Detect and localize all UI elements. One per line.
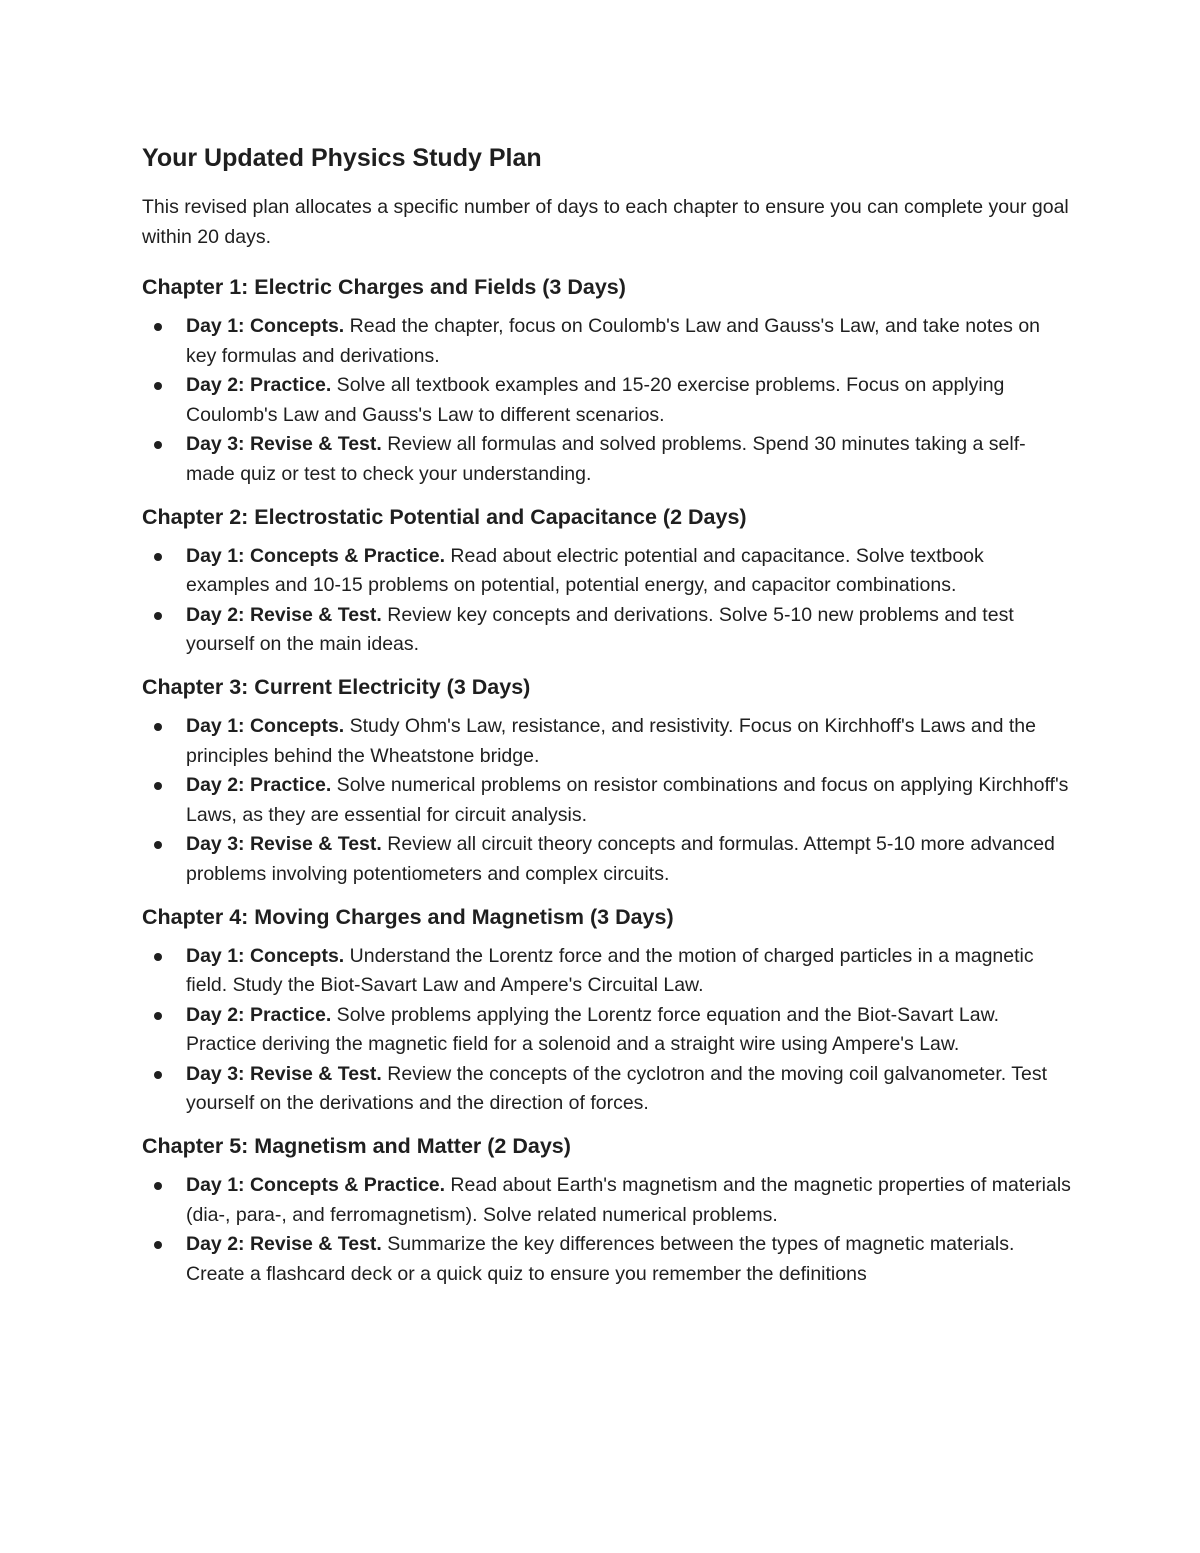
bullet-icon bbox=[154, 441, 162, 449]
day-description: Understand the Lorentz force and the motion of charged particles in a magnetic field. Study the Biot-Savart Law and Ampere's Circuital Law. bbox=[186, 944, 1034, 997]
bullet-icon bbox=[154, 723, 162, 731]
day-description: Study Ohm's Law, resistance, and resistivity. Focus on Kirchhoff's Laws and the principles behind the Wheatstone bridge. bbox=[186, 714, 1036, 767]
intro-paragraph: This revised plan allocates a specific number of days to each chapter to ensure you can complete your goal within 20 days. bbox=[142, 196, 1069, 248]
day-item bbox=[142, 312, 1072, 371]
day-item bbox=[142, 601, 1072, 660]
day-description: Review key concepts and derivations. Solve 5-10 new problems and test yourself on the main ideas. bbox=[186, 603, 1014, 656]
chapter-list bbox=[142, 272, 1072, 1289]
day-list bbox=[142, 542, 1072, 660]
bullet-icon bbox=[154, 1071, 162, 1079]
bullet-icon bbox=[154, 1241, 162, 1249]
bullet-icon bbox=[154, 1182, 162, 1190]
bullet-icon bbox=[154, 841, 162, 849]
chapter-section bbox=[142, 502, 1072, 660]
day-label: Day 2: Revise & Test. bbox=[186, 1233, 382, 1256]
day-description: Read the chapter, focus on Coulomb's Law and Gauss's Law, and take notes on key formulas and derivations. bbox=[186, 315, 1041, 367]
day-label: Day 3: Revise & Test. bbox=[186, 433, 382, 456]
day-item bbox=[142, 1060, 1072, 1119]
day-description: Solve problems applying the Lorentz force equation and the Biot-Savart Law. Practice deriving the magnetic field for a solenoid and a straight wire using Ampere's Law. bbox=[186, 1003, 1000, 1056]
day-label: Day 2: Revise & Test. bbox=[186, 603, 382, 626]
day-label: Day 1: Concepts. bbox=[186, 714, 345, 737]
chapter-heading: Chapter 2: Electrostatic Potential and Capacitance (2 Days) bbox=[142, 504, 747, 529]
day-list bbox=[142, 942, 1072, 1120]
day-description: Read about electric potential and capacitance. Solve textbook examples and 10-15 problems on potential, potential energy, and capacitor combinations. bbox=[186, 544, 984, 597]
chapter-heading: Chapter 1: Electric Charges and Fields (3 Days) bbox=[142, 275, 626, 299]
day-description: Review all circuit theory concepts and formulas. Attempt 5-10 more advanced problems involving potentiometers and complex circuits. bbox=[186, 833, 1055, 885]
day-description: Summarize the key differences between the types of magnetic materials. Create a flashcard deck or a quick quiz to ensure you remember the definitions bbox=[186, 1233, 1015, 1285]
day-label: Day 2: Practice. bbox=[186, 374, 332, 397]
bullet-icon bbox=[154, 782, 162, 790]
day-item bbox=[142, 771, 1072, 830]
chapter-section bbox=[142, 1131, 1072, 1289]
day-label: Day 1: Concepts & Practice. bbox=[186, 544, 446, 567]
day-label: Day 1: Concepts. bbox=[186, 315, 345, 337]
bullet-icon bbox=[154, 953, 162, 961]
day-item bbox=[142, 542, 1072, 601]
day-label: Day 3: Revise & Test. bbox=[186, 1062, 382, 1085]
bullet-icon bbox=[154, 323, 162, 331]
day-label: Day 2: Practice. bbox=[186, 774, 332, 797]
chapter-heading: Chapter 5: Magnetism and Matter (2 Days) bbox=[142, 1134, 571, 1159]
day-description: Read about Earth's magnetism and the magnetic properties of materials (dia-, para-, and ferromagnetism). Solve related numerical problems. bbox=[186, 1174, 1071, 1226]
day-item bbox=[142, 1001, 1072, 1060]
day-item bbox=[142, 712, 1072, 771]
day-description: Solve all textbook examples and 15-20 exercise problems. Focus on applying Coulomb's Law and Gauss's Law to different scenarios. bbox=[186, 374, 1005, 426]
bullet-icon bbox=[154, 382, 162, 390]
chapter-section bbox=[142, 902, 1072, 1120]
day-item bbox=[142, 830, 1072, 889]
chapter-heading: Chapter 4: Moving Charges and Magnetism (3 Days) bbox=[142, 904, 674, 929]
bullet-icon bbox=[154, 612, 162, 620]
day-label: Day 1: Concepts. bbox=[186, 944, 345, 967]
day-description: Review the concepts of the cyclotron and the moving coil galvanometer. Test yourself on the derivations and the direction of forces. bbox=[186, 1062, 1047, 1115]
day-description: Solve numerical problems on resistor combinations and focus on applying Kirchhoff's Laws, as they are essential for circuit analysis. bbox=[186, 774, 1069, 826]
day-list bbox=[142, 1171, 1072, 1289]
day-label: Day 3: Revise & Test. bbox=[186, 833, 382, 856]
day-description: Review all formulas and solved problems. Spend 30 minutes taking a self-made quiz or test to check your understanding. bbox=[186, 433, 1026, 485]
page-title: Your Updated Physics Study Plan bbox=[142, 144, 542, 172]
document-page bbox=[142, 140, 1072, 1301]
chapter-section bbox=[142, 272, 1072, 490]
bullet-icon bbox=[154, 553, 162, 561]
day-item bbox=[142, 371, 1072, 430]
day-item bbox=[142, 1230, 1072, 1289]
day-label: Day 2: Practice. bbox=[186, 1003, 332, 1026]
bullet-icon bbox=[154, 1012, 162, 1020]
day-item bbox=[142, 430, 1072, 489]
day-list bbox=[142, 312, 1072, 490]
day-list bbox=[142, 712, 1072, 890]
chapter-heading: Chapter 3: Current Electricity (3 Days) bbox=[142, 674, 531, 699]
chapter-section bbox=[142, 672, 1072, 890]
day-item bbox=[142, 1171, 1072, 1230]
day-label: Day 1: Concepts & Practice. bbox=[186, 1174, 446, 1197]
day-item bbox=[142, 942, 1072, 1001]
